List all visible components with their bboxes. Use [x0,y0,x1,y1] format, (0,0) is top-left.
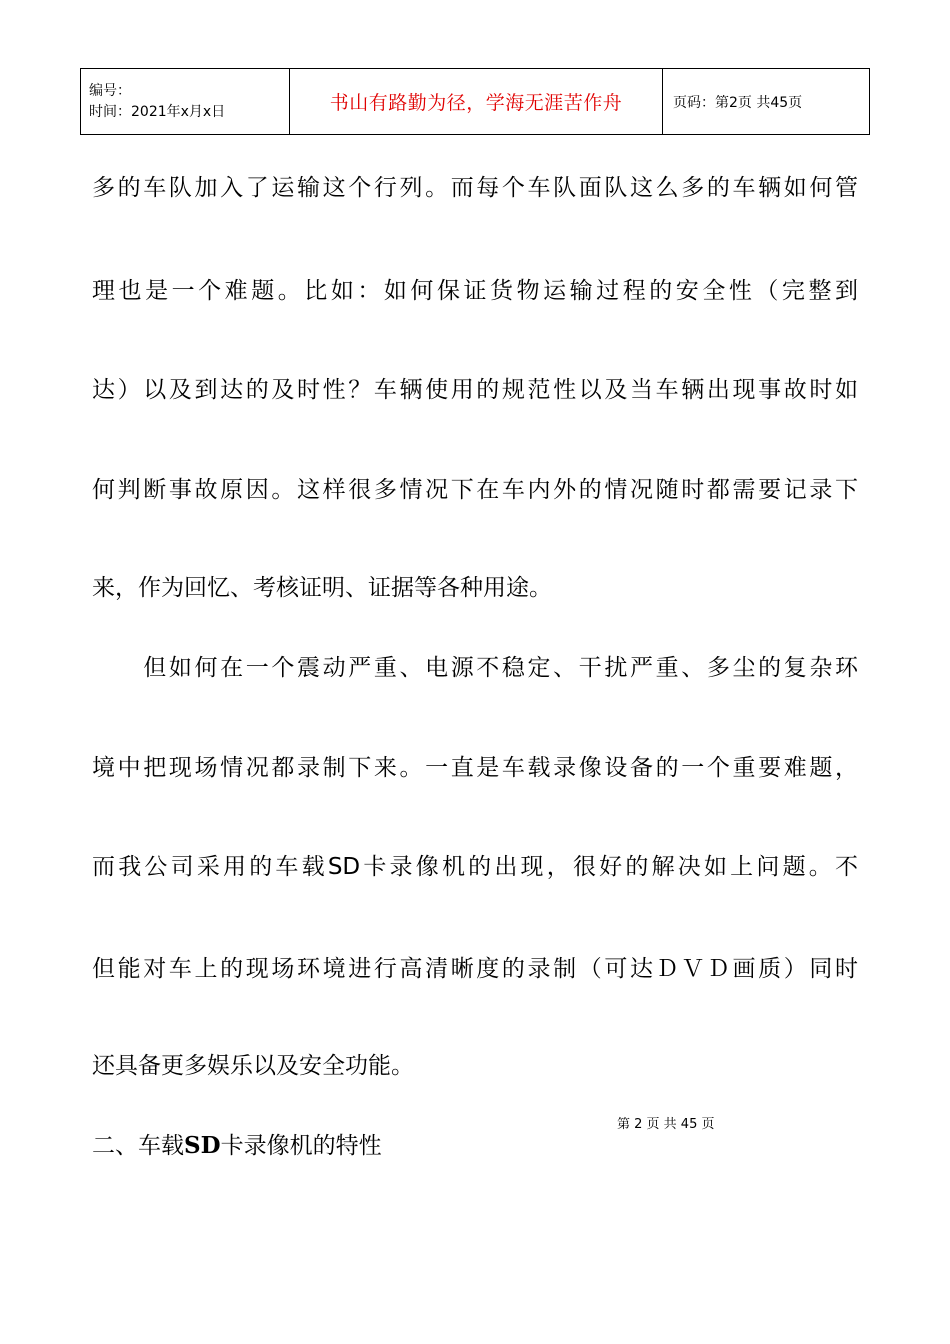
body-line: 来，作为回忆、考核证明、证据等各种用途。 [92,575,552,601]
section-heading-suffix: 卡录像机的特性 [220,1133,382,1159]
header-meta-cell [81,69,290,135]
date-label: 时间：2021年x月x日 [89,103,226,120]
body-line: 境中把现场情况都录制下来。一直是车载录像设备的一个重要难题， [92,755,858,781]
body-line: 还具备更多娱乐以及安全功能。 [92,1053,414,1079]
body-line: 而我公司采用的车载SD卡录像机的出现，很好的解决如上问题。不 [92,854,858,880]
section-heading-latin: SD [184,1132,221,1159]
section-heading [92,1130,382,1162]
body-line: 达）以及到达的及时性？车辆使用的规范性以及当车辆出现事故时如 [92,377,858,403]
header-motto: 书山有路勤为径，学海无涯苦作舟 [290,69,663,135]
header-page-info: 页码：第2页 共45页 [663,69,870,135]
page-footer: 第 2 页 共 45 页 [617,1117,715,1132]
body-line: 多的车队加入了运输这个行列。而每个车队面队这么多的车辆如何管 [92,175,858,201]
body-line: 何判断事故原因。这样很多情况下在车内外的情况随时都需要记录下 [92,477,858,503]
section-heading-prefix: 二、车载 [92,1133,184,1159]
body-line: 理也是一个难题。比如：如何保证货物运输过程的安全性（完整到 [92,278,858,304]
body-line: 但能对车上的现场环境进行高清晰度的录制（可达ＤＶＤ画质）同时 [92,956,859,982]
serial-number-label: 编号： [89,82,131,99]
document-header [80,68,870,135]
body-line: 但如何在一个震动严重、电源不稳定、干扰严重、多尘的复杂环 [92,655,858,681]
